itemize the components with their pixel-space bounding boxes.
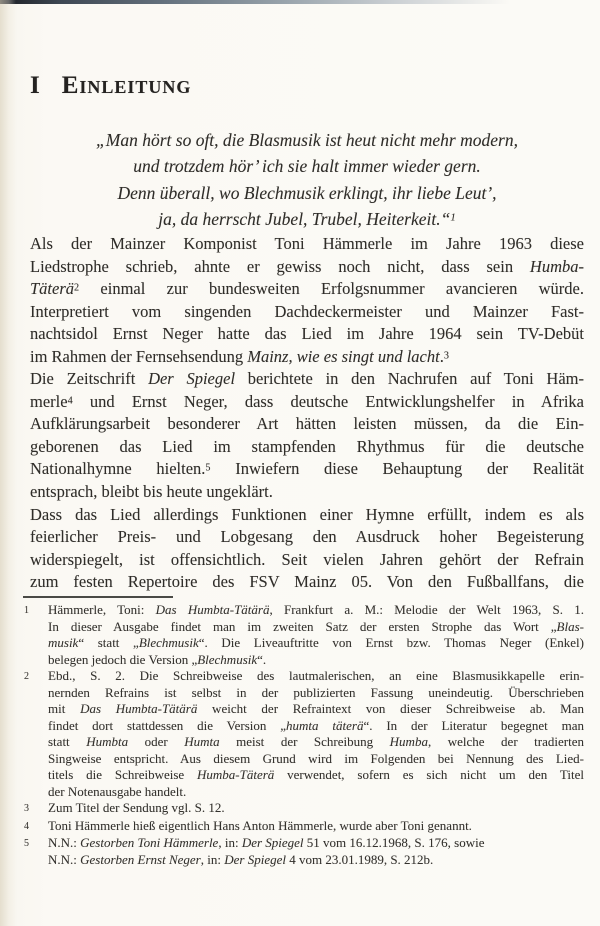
footnote-line: Toni Hämmerle hieß eigentlich Hans Anton Hämmerle, wurde aber Toni genannt. [48, 817, 472, 833]
footnote-line: N.N.: Gestorben Toni Hämmerle, in: Der Spiegel 51 vom 16.12.1968, S. 176, sowie [48, 835, 485, 850]
footnote-number: 4 [24, 820, 29, 832]
footnote-line: mit Das Humbta-Tätärä weicht der Refraintext von dieser Schreibweise ab. Man [48, 701, 584, 716]
body-line: im Rahmen der Fernsehsendung Mainz, wie es singt und lacht.$^3$ [30, 346, 449, 366]
body-line: merle$^4$ und Ernst Neger, dass deutsche Entwicklungshelfer in Afrika [30, 391, 584, 411]
body-line: Als der Mainzer Komponist Toni Hämmerle im Jahre 1963 diese [30, 234, 584, 253]
body-line: Aufklärungsarbeit besonderer Art hätten leisten müssen, da die Ein- [30, 414, 584, 434]
quote-line: Denn überall, wo Blechmusik erklingt, ihr liebe Leut’, [117, 182, 497, 203]
chapter-title: Einleitung [61, 72, 192, 99]
italic-text: Mainz, wie es singt und lacht [247, 346, 440, 366]
footnotes-block [24, 602, 584, 868]
footnote-text [48, 818, 584, 836]
footnote-line: belegen jedoch die Version „Blechmusik“. [48, 651, 267, 667]
body-line: Dass das Lied allerdings Funktionen einer Hymne erfüllt, indem es als [30, 504, 584, 524]
italic-text: Das Humbta-Tätärä [80, 701, 198, 716]
body-line: Die Zeitschrift Der Spiegel berichtete in den Nachrufen auf Toni Häm- [30, 369, 584, 389]
footnote-text [48, 602, 584, 668]
footnote-number: 2 [24, 671, 29, 682]
chapter-heading [30, 72, 191, 100]
italic-text: Das Humbta-Tätärä [155, 602, 270, 617]
footnote-line: titels die Schreibweise Humba-Täterä verwendet, sofern es sich nicht um den Titel [48, 767, 584, 782]
italic-text: humta täterä [286, 717, 364, 733]
footnote-reference-marker: 2 [74, 282, 80, 294]
chapter-numeral: I [30, 72, 41, 99]
footnote-line: Hämmerle, Toni: Das Humbta-Tätärä, Frankfurt a. M.: Melodie der Welt 1963, S. 1. [48, 602, 584, 617]
footnote-line: findet dort stattdessen die Version „humta täterä“. In der Literatur begegnet man [48, 717, 584, 733]
quote-line: „Man hört so oft, die Blasmusik ist heut nicht mehr modern, [96, 130, 518, 150]
italic-text: Gestorben Toni Hämmerle [80, 835, 219, 850]
footnote-line: N.N.: Gestorben Ernst Neger, in: Der Spiegel 4 vom 23.01.1989, S. 212b. [48, 851, 434, 867]
body-line: Nationalhymne hielten.$^5$ Inwiefern diese Behauptung der Realität [30, 459, 585, 479]
italic-text: Humba- [529, 256, 584, 276]
italic-text: Täterä [30, 279, 75, 299]
scan-left-edge [0, 0, 16, 926]
italic-text: Der Spiegel [241, 835, 304, 850]
footnote-line: Ebd., S. 2. Die Schreibweise des lautmalerischen, an eine Blasmusikkapelle erin- [48, 668, 584, 683]
body-line: zum festen Repertoire des FSV Mainz 05. Von den Fußballfans, die [30, 572, 584, 592]
quote-line: ja, da herrscht Jubel, Trubel, Heiterkeit.“$^1$ [158, 208, 456, 229]
footnote-text [48, 668, 584, 800]
paragraph [30, 233, 584, 368]
italic-text: Blechmusik [197, 651, 258, 667]
epigraph-quote [30, 127, 584, 232]
body-line: feierlicher Preis- und Lobgesang den Ausdruck hoher Begeisterung [30, 527, 584, 547]
body-line: nachtsidol Ernst Neger hatte das Lied im Jahre 1964 sein TV-Debüt [30, 324, 584, 344]
footnote-line: statt Humbta oder Humta meist der Schreibung Humba, welche der tradierten [48, 734, 584, 749]
italic-text: Blas- [556, 618, 584, 634]
body-line: entsprach, bleibt bis heute ungeklärt. [30, 482, 273, 502]
footnote-text [48, 835, 584, 868]
footnote-number: 5 [24, 838, 29, 849]
body-line: geborenen das Lied im stampfenden Rhythmus für die deutsche [30, 436, 584, 456]
paragraph [30, 504, 584, 594]
body-line: Täterä$^2$ einmal zur bundesweiten Erfolgsnummer avancieren würde. [30, 279, 584, 299]
footnote-reference-marker: 3 [443, 350, 449, 362]
italic-text: Gestorben Ernst Neger [80, 851, 201, 867]
scan-top-edge [0, 0, 600, 4]
footnote-reference-marker: 1 [450, 211, 456, 224]
footnote-number: 1 [24, 605, 29, 616]
footnote-reference-marker: 4 [67, 395, 73, 407]
body-line: Interpretiert vom singenden Dachdeckermeister und Mainzer Fast- [30, 301, 584, 321]
footnote-text [48, 800, 584, 818]
footnote-reference-marker: 5 [205, 462, 211, 474]
italic-text: Humba [389, 734, 428, 749]
footnote-line: Singweise entspricht. Aus diesem Grund wird im Folgenden bei Nennung des Lied- [48, 750, 584, 766]
italic-text: musik [48, 635, 79, 650]
italic-text: Blechmusik [138, 635, 199, 650]
quote-line: und trotzdem hör’ ich sie halt immer wieder gern. [133, 156, 481, 177]
italic-text: Humbta [86, 734, 129, 749]
footnote-line: musik“ statt „Blechmusik“. Die Liveauftritte von Ernst bzw. Thomas Neger (Enkel) [48, 635, 584, 650]
footnote-line: der Notenausgabe handelt. [48, 783, 187, 799]
italic-text: Humba-Täterä [197, 767, 275, 782]
footnote [24, 800, 584, 818]
footnote-number: 3 [24, 803, 29, 814]
paragraph [30, 368, 584, 503]
italic-text: Der Spiegel [148, 369, 236, 389]
footnote [24, 818, 584, 836]
footnote-line: Zum Titel der Sendung vgl. S. 12. [48, 800, 225, 815]
italic-text: Humta [184, 734, 220, 749]
italic-text: Der Spiegel [224, 851, 286, 867]
footnote-line: nernden Refrains ist selbst in der publizierten Fassung uneindeutig. Überschrieben [48, 684, 584, 700]
body-text [30, 233, 584, 594]
footnote-line: In dieser Ausgabe findet man im zweiten Satz der ersten Strophe das Wort „Blas- [48, 618, 584, 634]
body-line: widerspiegelt, ist offensichtlich. Seit vielen Jahren gehört der Refrain [30, 549, 584, 569]
footnote-separator-rule [23, 596, 173, 598]
footnote [24, 602, 584, 668]
body-line: Liedstrophe schrieb, ahnte er gewiss noch nicht, dass sein Humba- [30, 256, 584, 276]
footnote [24, 835, 584, 868]
footnote [24, 668, 584, 800]
